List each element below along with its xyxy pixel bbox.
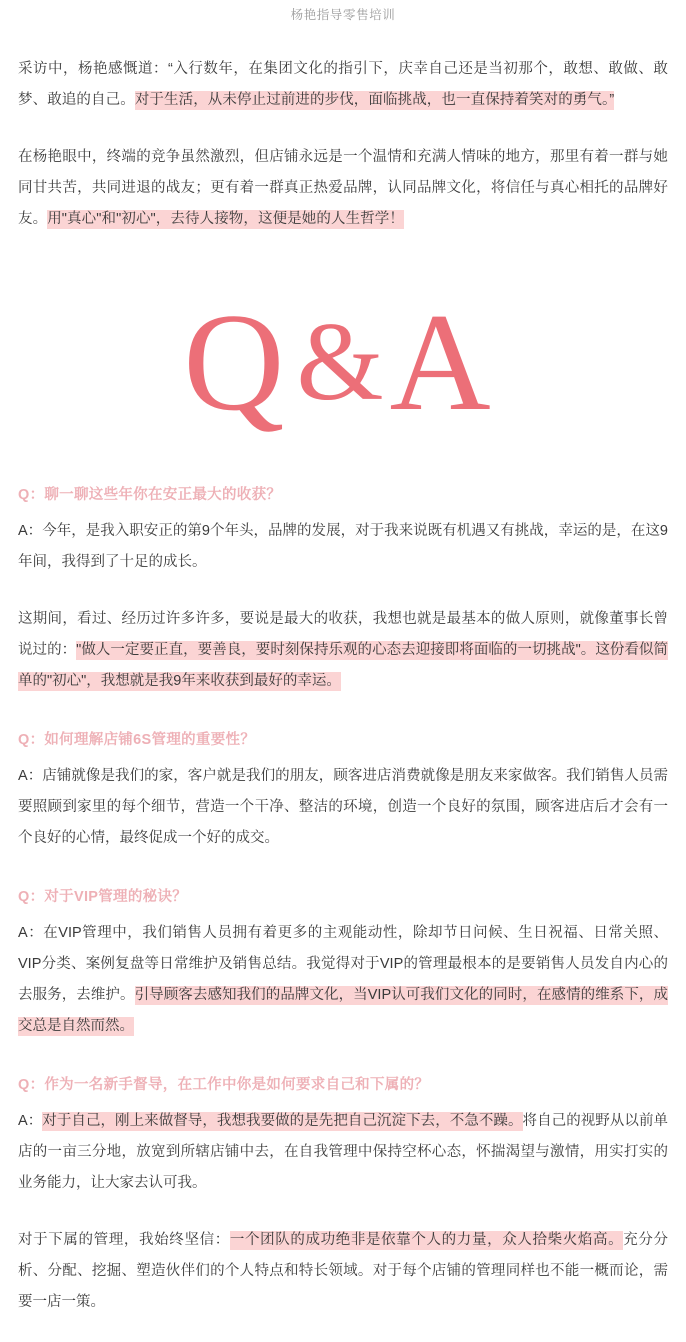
spacer	[18, 697, 668, 727]
qa-logo-block	[18, 235, 668, 482]
qa-question-2: Q：如何理解店铺6S管理的重要性？	[18, 732, 256, 748]
qa4-extra-plain: 对于下属的管理，我始终坚信：	[18, 1232, 230, 1248]
qa4-extra-highlight: 一个团队的成功绝非是依靠个人的力量，众人拾柴火焰高。	[229, 1232, 624, 1248]
spacer	[18, 24, 668, 54]
qa1-extra-plain: 这期间，看过、经历过许多许多，要说是最大的收获，我想也就是最基本的做人原则，就像董事长曾说过的：	[18, 611, 668, 658]
spacer	[18, 1098, 668, 1106]
spacer	[18, 508, 668, 516]
intro-p2-plain: 在杨艳眼中，终端的竞争虽然激烈，但店铺永远是一个温情和充满人情味的地方，那里有着一群与她同甘共苦，共同进退的战友；更有着一群真正热爱品牌，认同品牌文化，将信任与真心相托的品牌好友。	[18, 149, 668, 227]
spacer	[18, 578, 668, 604]
qa4-answer-highlight: 对于自己，刚上来做督导，我想我要做的是先把自己沉淀下去，不急不躁。	[42, 1113, 523, 1129]
qa3-answer-highlight: 引导顾客去感知我们的品牌文化，当VIP认可我们文化的同时，在感情的维系下，成交总是自然而然。	[18, 987, 669, 1034]
qa4-answer-prefix: A：	[18, 1113, 43, 1129]
qa-logo-ampersand: &	[296, 300, 390, 424]
qa-answer-2: A：店铺就像是我们的家，客户就是我们的朋友，顾客进店消费就像是朋友来家做客。我们销售人员需要照顾到家里的每个细节，营造一个干净、整洁的环境，创造一个良好的氛围，顾客进店后才会有一个良好的心情，最终促成一个好的成交。	[18, 768, 668, 846]
header-title: 杨艳指导零售培训	[290, 8, 396, 22]
qa-question-4: Q：作为一名新手督导，在工作中你是如何要求自己和下属的？	[18, 1077, 430, 1093]
qa-logo-q: Q	[183, 285, 297, 440]
qa-answer-3	[18, 918, 668, 1042]
page-header	[0, 0, 686, 24]
qa3-answer-plain: A：在VIP管理中，我们销售人员拥有着更多的主观能动性，除却节日问候、生日祝福、日常关照、VIP分类、案例复盘等日常维护及销售总结。我觉得对于VIP的管理最根本的是要销售人员发自内心的去服务，去维护。	[18, 925, 668, 1003]
spacer	[18, 1199, 668, 1225]
spacer	[18, 854, 668, 884]
qa4-extra-tail: 充分分析、分配、挖掘、塑造伙伴们的个人特点和特长领域。对于每个店铺的管理同样也不能一概而论，需要一店一策。	[18, 1232, 669, 1310]
qa-answer-4	[18, 1106, 668, 1199]
intro-paragraph-1	[18, 54, 668, 116]
qa1-extra-highlight: "做人一定要正直，要善良，要时刻保持乐观的心态去迎接即将面临的一切挑战"。这份看似简单的"初心"，我想就是我9年来收获到最好的幸运。	[18, 642, 668, 689]
intro-p1-highlight: 对于生活，从未停止过前进的步伐，面临挑战，也一直保持着笑对的勇气。”	[134, 92, 615, 108]
intro-paragraph-2	[18, 142, 668, 235]
intro-p1-plain: 采访中，杨艳感慨道：“入行数年，在集团文化的指引下，庆幸自己还是当初那个，敢想、敢做、敢梦、敢追的自己。	[18, 61, 668, 108]
qa4-answer-suffix: 将自己的视野从以前单店的一亩三分地，放宽到所辖店铺中去，在自我管理中保持空杯心态，怀揣渴望与激情，用实打实的业务能力，让大家去认可我。	[18, 1113, 669, 1191]
qa-answer-1: A：今年，是我入职安正的第9个年头，品牌的发展，对于我来说既有机遇又有挑战，幸运的是，在这9年间，我得到了十足的成长。	[18, 523, 668, 570]
article-content	[0, 24, 686, 1342]
spacer	[18, 753, 668, 761]
qa-answer-1-extra	[18, 604, 668, 697]
qa-answer-4-extra	[18, 1225, 668, 1318]
qa-logo-a: A	[389, 285, 503, 440]
spacer	[18, 1042, 668, 1072]
spacer	[18, 116, 668, 142]
qa-logo	[183, 287, 502, 438]
spacer	[18, 1318, 668, 1342]
intro-p2-highlight: 用"真心"和"初心"，去待人接物，这便是她的人生哲学！	[47, 211, 404, 227]
qa-question-1: Q：聊一聊这些年你在安正最大的收获？	[18, 487, 282, 503]
qa-question-3: Q：对于VIP管理的秘诀？	[18, 889, 188, 905]
spacer	[18, 910, 668, 918]
